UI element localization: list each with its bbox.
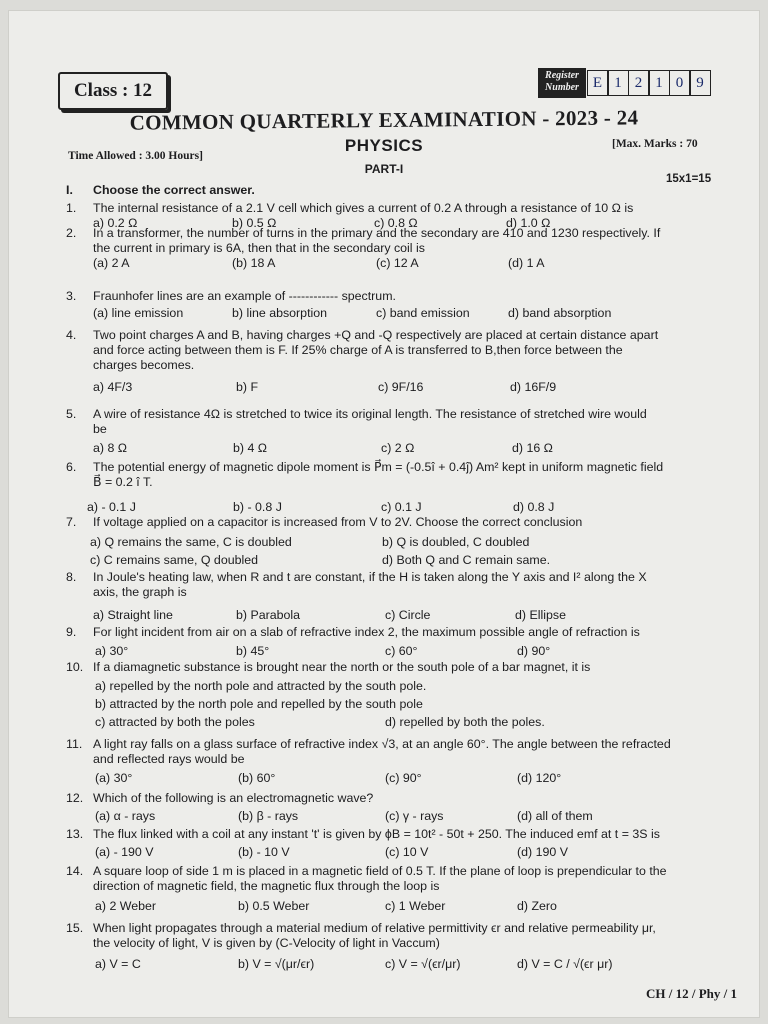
max-marks: [Max. Marks : 70 bbox=[612, 138, 698, 150]
question-text: and reflected rays would be bbox=[93, 752, 245, 766]
question-text: If voltage applied on a capacitor is increased from V to 2V. Choose the correct conclusion bbox=[93, 515, 583, 529]
question-text: be bbox=[93, 422, 107, 436]
answer-option: b) line absorption bbox=[232, 306, 328, 320]
answer-option: c) V = √(ϵr/μr) bbox=[385, 957, 461, 971]
question-text: A light ray falls on a glass surface of refractive index √3, at an angle 60°. The angle between the refracted bbox=[93, 737, 671, 751]
answer-option: c) 60° bbox=[385, 644, 418, 658]
part-score: 15x1=15 bbox=[666, 173, 712, 185]
question-text: direction of magnetic field, the magnetic flux through the loop is bbox=[93, 879, 440, 893]
answer-option: (d) all of them bbox=[517, 809, 593, 823]
answer-option: (b) 18 A bbox=[232, 256, 276, 270]
answer-option: c) band emission bbox=[376, 306, 470, 320]
question-number: 1. bbox=[66, 201, 77, 215]
answer-option: b) attracted by the north pole and repelled by the south pole bbox=[95, 697, 423, 711]
answer-option: (c) 90° bbox=[385, 771, 422, 785]
answer-option: (a) α - rays bbox=[95, 809, 156, 823]
section-number: I. bbox=[66, 183, 73, 197]
question-text: Fraunhofer lines are an example of ------------ spectrum. bbox=[93, 289, 396, 303]
question-text: For light incident from air on a slab of refractive index 2, the maximum possible angle of refraction is bbox=[93, 625, 640, 639]
question-number: 14. bbox=[66, 864, 84, 878]
answer-option: d) band absorption bbox=[508, 306, 612, 320]
question-text: Two point charges A and B, having charges +Q and -Q respectively are placed at certain distance apart bbox=[93, 328, 659, 342]
answer-option: (d) 190 V bbox=[517, 845, 568, 859]
question-text: If a diamagnetic substance is brought near the north or the south pole of a bar magnet, it is bbox=[93, 660, 591, 674]
answer-option: c) C remains same, Q doubled bbox=[90, 553, 259, 567]
question-number: 5. bbox=[66, 407, 77, 421]
question-text: In Joule's heating law, when R and t are constant, if the H is taken along the Y axis and I² along the X bbox=[93, 570, 647, 584]
class-label: Class : 12 bbox=[58, 72, 168, 110]
answer-option: b) - 0.8 J bbox=[233, 500, 282, 514]
question-text: A square loop of side 1 m is placed in a magnetic field of 0.5 T. If the plane of loop is prependicular to the bbox=[93, 864, 667, 878]
answer-option: b) 4 Ω bbox=[233, 441, 268, 455]
question-number: 6. bbox=[66, 460, 77, 474]
answer-option: c) 2 Ω bbox=[381, 441, 415, 455]
question-text: When light propagates through a material medium of relative permittivity ϵr and relative permeability μr, bbox=[93, 921, 656, 935]
answer-option: (c) 12 A bbox=[376, 256, 419, 270]
page-code: CH / 12 / Phy / 1 bbox=[646, 986, 738, 1001]
answer-option: (b) 60° bbox=[238, 771, 276, 785]
answer-option: a) 4F/3 bbox=[93, 380, 133, 394]
subject-title: PHYSICS bbox=[344, 136, 424, 155]
answer-option: d) V = C / √(ϵr μr) bbox=[517, 957, 613, 971]
question-text: A wire of resistance 4Ω is stretched to twice its original length. The resistance of stretched wire would bbox=[93, 407, 647, 421]
question-text: the velocity of light, V is given by (C-Velocity of light in Vaccum) bbox=[93, 936, 440, 950]
answer-option: (c) γ - rays bbox=[385, 809, 444, 823]
section-title: Choose the correct answer. bbox=[93, 183, 255, 197]
answer-option: a) - 0.1 J bbox=[87, 500, 136, 514]
question-number: 12. bbox=[66, 791, 84, 805]
answer-option: (d) 120° bbox=[517, 771, 562, 785]
answer-option: a) 8 Ω bbox=[93, 441, 128, 455]
question-text: Which of the following is an electromagnetic wave? bbox=[93, 791, 374, 805]
register-number-boxes bbox=[588, 70, 711, 96]
question-number: 10. bbox=[66, 660, 84, 674]
register-digit: 1 bbox=[648, 70, 670, 96]
answer-option: c) 9F/16 bbox=[378, 380, 424, 394]
answer-option: c) 1 Weber bbox=[385, 899, 446, 913]
answer-option: b) 0.5 Weber bbox=[238, 899, 310, 913]
answer-option: a) 30° bbox=[95, 644, 129, 658]
register-digit: 1 bbox=[607, 70, 629, 96]
register-digit: 0 bbox=[669, 70, 691, 96]
question-number: 9. bbox=[66, 625, 77, 639]
question-number: 13. bbox=[66, 827, 84, 841]
answer-option: a) repelled by the north pole and attracted by the south pole. bbox=[95, 679, 427, 693]
answer-option: d) 16 Ω bbox=[512, 441, 553, 455]
question-number: 2. bbox=[66, 226, 77, 240]
answer-option: (a) 30° bbox=[95, 771, 133, 785]
answer-option: b) 45° bbox=[236, 644, 270, 658]
answer-option: d) 90° bbox=[517, 644, 551, 658]
question-text: charges becomes. bbox=[93, 358, 195, 372]
answer-option: d) 1.0 Ω bbox=[506, 216, 551, 230]
answer-option: c) 0.1 J bbox=[381, 500, 422, 514]
answer-option: c) Circle bbox=[385, 608, 431, 622]
question-number: 4. bbox=[66, 328, 77, 342]
answer-option: b) V = √(μr/ϵr) bbox=[238, 957, 315, 971]
answer-option: c) 0.8 Ω bbox=[374, 216, 418, 230]
register-digit: 9 bbox=[689, 70, 711, 96]
answer-option: b) 0.5 Ω bbox=[232, 216, 277, 230]
answer-option: (a) line emission bbox=[93, 306, 184, 320]
answer-option: d) 0.8 J bbox=[513, 500, 555, 514]
question-number: 8. bbox=[66, 570, 77, 584]
answer-option: (d) 1 A bbox=[508, 256, 545, 270]
answer-option: a) Q remains the same, C is doubled bbox=[90, 535, 292, 549]
answer-option: a) Straight line bbox=[93, 608, 173, 622]
answer-option: d) Zero bbox=[517, 899, 557, 913]
question-number: 7. bbox=[66, 515, 77, 529]
answer-option: c) attracted by both the poles bbox=[95, 715, 255, 729]
answer-option: (a) - 190 V bbox=[95, 845, 154, 859]
question-text: The potential energy of magnetic dipole moment is P⃗m = (-0.5î + 0.4ĵ) Am² kept in uniform magnetic field bbox=[93, 460, 664, 474]
answer-option: b) F bbox=[236, 380, 259, 394]
question-number: 15. bbox=[66, 921, 84, 935]
answer-option: d) repelled by both the poles. bbox=[385, 715, 545, 729]
part-heading: PART-I bbox=[364, 162, 404, 176]
question-number: 3. bbox=[66, 289, 77, 303]
answer-option: (a) 2 A bbox=[93, 256, 130, 270]
answer-option: a) 0.2 Ω bbox=[93, 216, 138, 230]
register-digit: 2 bbox=[628, 70, 650, 96]
time-allowed: Time Allowed : 3.00 Hours] bbox=[68, 150, 203, 162]
answer-option: d) Both Q and C remain same. bbox=[382, 553, 551, 567]
register-number-label: Register Number bbox=[538, 68, 586, 98]
question-text: The internal resistance of a 2.1 V cell which gives a current of 0.2 A through a resistance of 10 Ω is bbox=[93, 201, 634, 215]
question-text: The flux linked with a coil at any instant 't' is given by ϕB = 10t² - 50t + 250. The induced emf at t = 3S is bbox=[93, 827, 660, 841]
answer-option: d) 16F/9 bbox=[510, 380, 557, 394]
exam-title: COMMON QUARTERLY EXAMINATION - 2023 - 24 bbox=[129, 105, 639, 135]
question-text: In a transformer, the number of turns in the primary and the secondary are 410 and 1230 respectively. If bbox=[93, 226, 661, 240]
answer-option: b) Parabola bbox=[236, 608, 301, 622]
question-text: and force acting between them is F. If 25% charge of A is transferred to B,then force between the bbox=[93, 343, 623, 357]
register-digit: E bbox=[587, 70, 609, 96]
answer-option: (b) - 10 V bbox=[238, 845, 290, 859]
question-text: axis, the graph is bbox=[93, 585, 187, 599]
answer-option: a) 2 Weber bbox=[95, 899, 157, 913]
question-number: 11. bbox=[66, 737, 83, 751]
answer-option: d) Ellipse bbox=[515, 608, 566, 622]
answer-option: a) V = C bbox=[95, 957, 141, 971]
question-text: the current in primary is 6A, then that in the secondary coil is bbox=[93, 241, 425, 255]
answer-option: (c) 10 V bbox=[385, 845, 429, 859]
answer-option: (b) β - rays bbox=[238, 809, 299, 823]
answer-option: b) Q is doubled, C doubled bbox=[382, 535, 530, 549]
question-text: B⃗ = 0.2 î T. bbox=[93, 475, 153, 489]
